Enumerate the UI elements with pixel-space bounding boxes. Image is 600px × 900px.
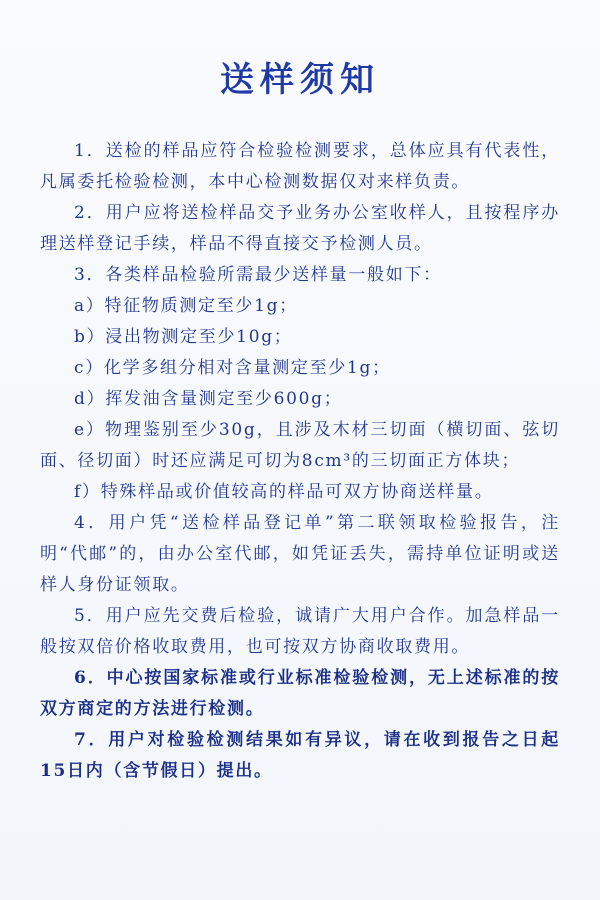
list-item-e: e）物理鉴别至少30g，且涉及木材三切面（横切面、弦切面、径切面）时还应满足可切为8cm³的三切面正方体块；: [40, 420, 560, 471]
paragraph-2: 2．用户应将送检样品交予业务办公室收样人，且按程序办理送样登记手续，样品不得直接交予检测人员。: [40, 203, 560, 254]
list-item-b: b）浸出物测定至少10g；: [74, 327, 293, 347]
paragraph-5: 5．用户应先交费后检验，诚请广大用户合作。加急样品一般按双倍价格收取费用，也可按双方协商收取费用。: [40, 606, 560, 657]
paragraph-1: 1．送检的样品应符合检验检测要求，总体应具有代表性，凡属委托检验检测，本中心检测数据仅对来样负责。: [40, 141, 560, 192]
paragraph-6: 6．中心按国家标准或行业标准检验检测，无上述标准的按双方商定的方法进行检测。: [40, 668, 560, 719]
list-item-a: a）特征物质测定至少1g；: [74, 296, 298, 316]
notice-body: [40, 136, 560, 787]
paragraph-3: 3．各类样品检验所需最少送样量一般如下：: [74, 265, 442, 285]
paragraph-7: 7．用户对检验检测结果如有异议，请在收到报告之日起15日内（含节假日）提出。: [40, 730, 560, 781]
page-title: 送样须知: [220, 60, 380, 100]
list-item-c: c）化学多组分相对含量测定至少1g；: [74, 358, 391, 378]
list-item-f: f）特殊样品或价值较高的样品可双方协商送样量。: [74, 482, 494, 502]
list-item-d: d）挥发油含量测定至少600g；: [74, 389, 343, 409]
paragraph-4: 4．用户凭“送检样品登记单”第二联领取检验报告，注明“代邮”的，由办公室代邮，如凭证丢失，需持单位证明或送样人身份证领取。: [40, 513, 560, 595]
